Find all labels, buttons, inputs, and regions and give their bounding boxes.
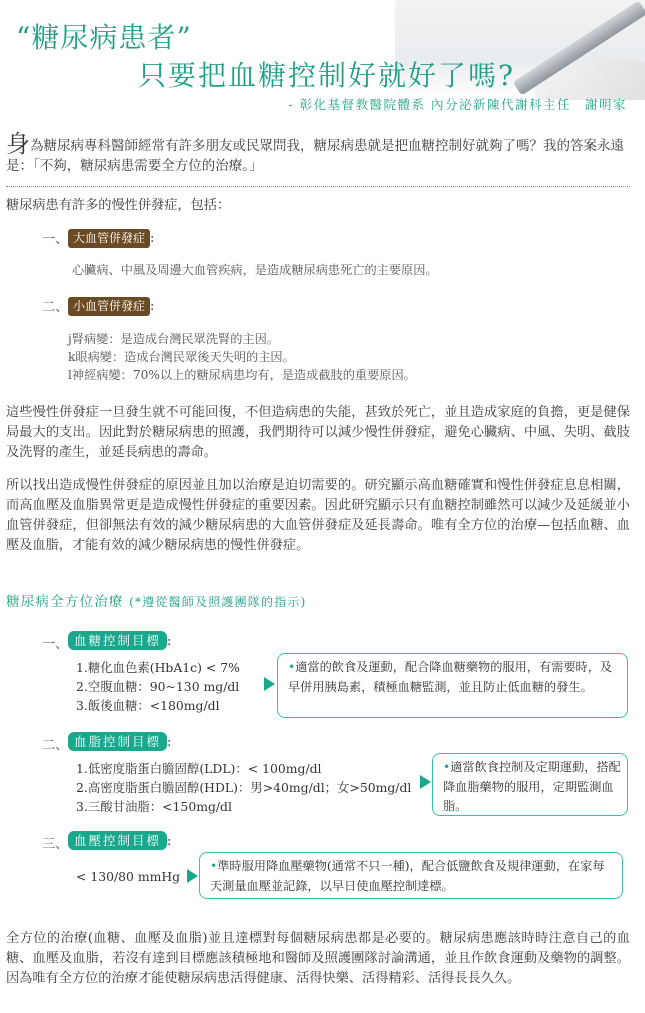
goal-1-target-3: 3.飯後血糖：<180mg/dl xyxy=(76,698,220,713)
goal-2-tag: 血脂控制目標 : xyxy=(68,731,171,751)
goal-3-number: 三、 xyxy=(42,837,69,852)
goal-1-tag: 血糖控制目標 : xyxy=(68,630,171,650)
complication-2-number: 二、 xyxy=(42,300,69,315)
complication-1-line: 心臟病、中風及周邊大血管疾病，是造成糖尿病患死亡的主要原因。 xyxy=(72,263,438,277)
goal-2-target-2: 2.高密度脂蛋白膽固醇(HDL)：男>40mg/dl；女>50mg/dl xyxy=(76,780,412,795)
goal-1-target-2: 2.空腹血糖：90~130 mg/dl xyxy=(76,679,240,694)
goal-1-bullet-icon: • xyxy=(288,660,296,674)
complication-2-label: 小血管併發症 xyxy=(68,297,150,316)
title-line-1: “糖尿病患者” xyxy=(16,21,192,54)
goal-2-note-text: 適當飲食控制及定期運動，搭配降血脂藥物的服用，定期監測血脂。 xyxy=(443,760,621,813)
goal-2-target-1: 1.低密度脂蛋白膽固醇(LDL)：< 100mg/dl xyxy=(76,761,322,776)
dotted-divider xyxy=(6,186,630,187)
intro-paragraph xyxy=(6,130,634,176)
complication-1-label: 大血管併發症 xyxy=(68,229,150,248)
goal-3-targets xyxy=(76,867,180,886)
goal-1-number: 一、 xyxy=(42,637,69,652)
goal-2-label: 血脂控制目標 xyxy=(68,732,167,751)
goal-3-bullet-icon: • xyxy=(210,859,218,873)
paragraph-1: 這些慢性併發症一旦發生就不可能回復，不但造病患的失能，甚致於死亡，並且造成家庭的負擔，更是健保局最大的支出。因此對於糖尿病患的照護，我們期待可以減少慢性併發症，避免心臟病、中風、失明、截肢及洗腎的產生，並延長病患的壽命。 xyxy=(6,405,630,460)
intro-drop-char: 身 xyxy=(6,130,30,158)
goal-2-target-3: 3.三酸甘油脂：<150mg/dl xyxy=(76,799,232,814)
title-line-2: 只要把血糖控制好就好了嗎? xyxy=(138,59,516,92)
paragraph-2: 所以找出造成慢性併發症的原因並且加以治療是迫切需要的。研究顯示高血糖確實和慢性併發症息息相關，而高血壓及血脂異常更是造成慢性併發症的重要因素。因此研究顯示只有血糖控制雖然可以減少及延緩並小血管併發症，但卻無法有效的減少糖尿病患的大血管併發症及延長壽命。唯有全方位的治療—包括血糖、血壓及血脂，才能有效的減少糖尿病患的慢性併發症。 xyxy=(6,478,630,553)
complication-2-line-3: l神經病變：70%以上的糖尿病患均有，是造成截肢的重要原因。 xyxy=(68,368,416,382)
complication-1-number: 一、 xyxy=(42,232,69,247)
complication-1-tag: 大血管併發症 : xyxy=(68,227,154,248)
intro-text: 為糖尿病專科醫師經常有許多朋友或民眾問我，糖尿病患就是把血糖控制好就夠了嗎？我的答案永遠是：「不夠，糖尿病患需要全方位的治療。」 xyxy=(6,138,624,174)
goal-1-note xyxy=(277,653,628,718)
goal-1-targets xyxy=(76,658,240,715)
goal-2-number: 二、 xyxy=(42,738,69,753)
complication-2-tag: 小血管併發症 : xyxy=(68,295,154,316)
goal-1-arrow-icon xyxy=(264,677,275,691)
treatment-heading-note: (*遵從醫師及照護團隊的指示) xyxy=(129,595,307,609)
goal-3-note-text: 準時服用降血壓藥物(通常不只一種)，配合低鹽飲食及規律運動，在家每天測量血壓並記錄，以早日使血壓控制達標。 xyxy=(210,859,605,893)
complication-2-line-1: j腎病變：是造成台灣民眾洗腎的主因。 xyxy=(68,332,279,346)
goal-2-targets xyxy=(76,759,411,816)
goal-3-note xyxy=(199,852,623,899)
goal-3-arrow-icon xyxy=(187,869,198,883)
goal-2-arrow-icon xyxy=(420,775,431,789)
complications-lead: 糖尿病患有許多的慢性併發症，包括： xyxy=(6,198,231,213)
goal-1-target-1: 1.糖化血色素(HbA1c) < 7% xyxy=(76,660,240,675)
goal-1-label: 血糖控制目標 xyxy=(68,631,167,650)
author-line: - 彰化基督教醫院體系 內分泌新陳代謝科主任 謝明家 xyxy=(288,97,627,112)
goal-3-label: 血壓控制目標 xyxy=(68,831,167,850)
goal-1-note-text: 適當的飲食及運動，配合降血糖藥物的服用，有需要時，及早併用胰島素，積極血糖監測，並且防止低血糖的發生。 xyxy=(288,660,613,694)
treatment-heading xyxy=(6,590,306,610)
goal-2-note xyxy=(432,753,628,816)
conclusion-paragraph: 全方位的治療(血糖、血壓及血脂)並且達標對每個糖尿病患都是必要的。糖尿病患應該時時注意自己的血糖、血壓及血脂，若沒有達到目標應該積極地和醫師及照護團隊討論溝通，並且作飲食運動及藥物的調整。因為唯有全方位的治療才能使糖尿病患活得健康、活得快樂、活得精彩、活得長長久久。 xyxy=(6,931,630,986)
goal-3-target-1: < 130/80 mmHg xyxy=(76,869,181,884)
complication-2-line-2: k眼病變：造成台灣民眾後天失明的主因。 xyxy=(68,350,295,364)
goal-2-bullet-icon: • xyxy=(443,760,451,774)
goal-3-tag: 血壓控制目標 : xyxy=(68,830,171,850)
treatment-heading-text: 糖尿病全方位治療 xyxy=(6,594,124,610)
